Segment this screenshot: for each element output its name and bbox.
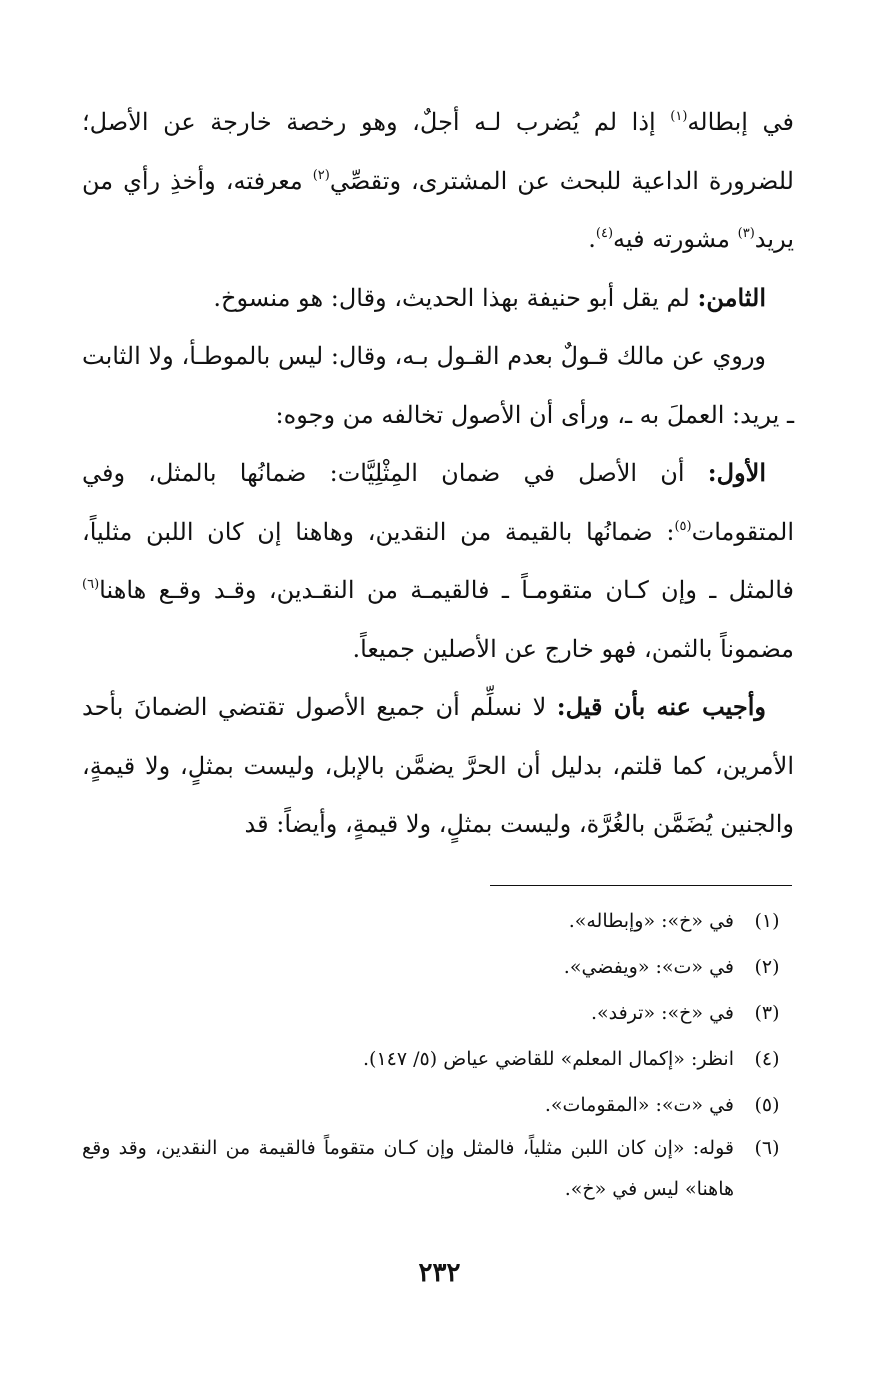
text-run: في إبطاله — [687, 108, 794, 136]
text-run: مشورته فيه — [613, 225, 738, 253]
paragraph-4 — [82, 444, 794, 678]
footnote-text: قوله: «إن كان اللبن مثلياً، فالمثل وإن كـان متقوماً فالقيمة من النقدين، وقد وقع هاهنا» ليس في «خ». — [82, 1137, 734, 1200]
text-run: مضموناً بالثمن، فهو خارج عن الأصلين جميعاً. — [352, 634, 794, 663]
footnote-text: انظر: «إكمال المعلم» للقاضي عياض (٥/ ١٤٧). — [363, 1048, 734, 1070]
footnote-number: (١) — [754, 910, 780, 932]
footnote-number: (٤) — [754, 1048, 780, 1070]
text-run: معرفته، وأخذِ رأي من يريد — [82, 166, 794, 253]
footnote-5 — [82, 1082, 794, 1128]
paragraph-3 — [82, 327, 794, 444]
footnote-number: (٥) — [754, 1094, 780, 1116]
footnote-3 — [82, 990, 794, 1036]
footnote-ref-4[interactable]: (٤) — [595, 226, 614, 241]
footnotes — [82, 898, 794, 1210]
footnote-ref-6[interactable]: (٦) — [82, 577, 100, 592]
footnote-text: في «خ»: «وإبطاله». — [568, 910, 734, 932]
text-run: . — [588, 225, 596, 253]
footnote-ref-1[interactable]: (١) — [670, 109, 688, 124]
footnote-number: (٦) — [754, 1137, 780, 1159]
paragraph-2 — [82, 269, 794, 328]
footnote-6 — [82, 1128, 794, 1210]
footnote-4 — [82, 1036, 794, 1082]
paragraph-1 — [82, 93, 794, 269]
page-number: ٢٣٢ — [418, 1258, 461, 1288]
text-run: لا نسلِّم أن جميع الأصول تقتضي الضمانَ بأحد الأمرين، كما قلتم، بدليل أن الحرَّ يضمَّن بالإبل، وليست بمثلٍ، ولا قيمةٍ، والجنين يُضَمَّن بالغُرَّة، وليست بمثلٍ، ولا قيمةٍ، وأيضاً: قد — [82, 693, 794, 838]
text-run: وروي عن مالك قـولٌ بعدم القـول بـه، وقال: ليس بالموطـأ، ولا الثابت ـ يريد: العملَ به ـ، ورأى أن الأصول تخالفه من وجوه: — [82, 342, 794, 429]
text-run: أن الأصل في ضمان المِثْلِيَّات: ضمانُها بالمثل، وفي المتقومات — [82, 459, 794, 546]
footnote-ref-3[interactable]: (٣) — [737, 226, 755, 241]
footnote-1 — [82, 898, 794, 944]
footnote-separator — [490, 885, 792, 886]
footnote-ref-5[interactable]: (٥) — [674, 518, 692, 534]
footnote-text: في «خ»: «ترفد». — [590, 1002, 734, 1024]
main-text — [82, 93, 794, 854]
footnote-2 — [82, 944, 794, 990]
footnote-text: في «ت»: «المقومات». — [544, 1094, 734, 1116]
text-run: لم يقل أبو حنيفة بهذا الحديث، وقال: هو منسوخ. — [213, 283, 698, 312]
paragraph-lead: وأجيب عنه بأن قيل: — [556, 692, 767, 721]
footnote-ref-2[interactable]: (٢) — [312, 167, 330, 183]
footnote-text: في «ت»: «ويفضي». — [563, 956, 734, 978]
paragraph-5 — [82, 678, 794, 854]
paragraph-lead: الثامن: — [697, 282, 766, 312]
text-run: إذا لم يُضرب لـه أجلٌ، وهو رخصة خارجة عن الأصل؛ للضرورة الداعية للبحث عن المشترى، وتقصِّي — [82, 108, 794, 195]
paragraph-lead: الأول: — [707, 458, 766, 487]
footnote-number: (٢) — [754, 956, 780, 978]
footnote-number: (٣) — [754, 1002, 780, 1024]
text-run: : ضمانُها بالقيمة من النقدين، وهاهنا إن كان اللبن مثلياً، فالمثل ـ وإن كـان متقومـاً ـ فالقيمـة من النقـدين، وقـد وقـع هاهنا — [82, 517, 794, 604]
